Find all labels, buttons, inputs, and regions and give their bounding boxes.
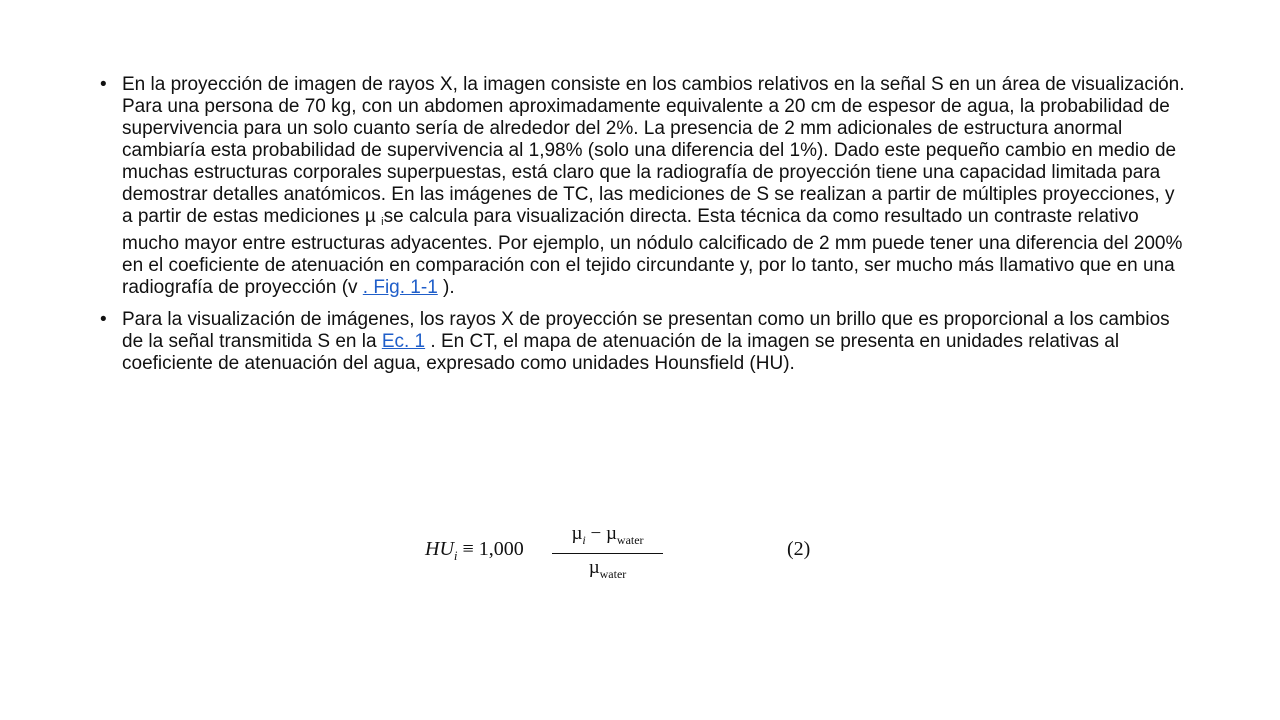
- fraction-numerator: µ$_i$ − µ$_{water}$: [571, 523, 644, 547]
- hounsfield-equation: [425, 522, 825, 581]
- equation-number: (2): [787, 538, 811, 560]
- fraction-denominator: µ$_{water}$: [588, 556, 627, 581]
- bullet-icon: •: [100, 74, 107, 95]
- bullet-text-end: . En CT, el mapa de atenuación de la imagen se presenta en unidades relativas al coeficiente de atenuación del agua, expresado como unidades Hounsfield (HU).: [122, 331, 1120, 374]
- bullet-item-hounsfield: [100, 309, 1185, 375]
- bullet-icon: •: [100, 309, 107, 330]
- equation-lhs: $HU_i \equiv 1,000$: [425, 538, 524, 563]
- bullet-text: En la proyección de imagen de rayos X, la imagen consiste en los cambios relativos en la señal S en un área de visualización. Para una persona de 70 kg, con un abdomen aproximadamente equivalente a 20 cm de espesor de agua, la probabilidad de supervivencia para un solo cuanto sería de alrededor del 2%. La presencia de 2 mm adicionales de estructura anormal cambiaría esta probabilidad de supervivencia al 1,98% (solo una diferencia del 1%). Dado este pequeño cambio en medio de muchas estructuras corporales superpuestas, está claro que la radiografía de proyección tiene una capacidad limitada para demostrar detalles anatómicos. En las imágenes de TC, las mediciones de S se realizan a partir de múltiples proyecciones, y a partir de estas mediciones µ: [122, 74, 1185, 227]
- bullet-text-end: ).: [437, 277, 455, 298]
- equation-link[interactable]: Ec. 1: [381, 331, 426, 352]
- bullet-text-continued: se calcula para visualización directa. Esta técnica da como resultado un contraste relativo mucho mayor entre estructuras adyacentes. Por ejemplo, un nódulo calcificado de 2 mm puede tener una diferencia del 200% en el coeficiente de atenuación en comparación con el tejido circundante y, por lo tanto, ser mucho más llamativo que en una radiografía de proyección (v: [122, 206, 1183, 298]
- bullet-item-ct-projection: [100, 74, 1185, 299]
- equation-fraction: [550, 522, 665, 586]
- figure-link[interactable]: . Fig. 1-1: [362, 277, 438, 298]
- bullet-list: [100, 74, 1185, 385]
- fraction-bar: [552, 553, 663, 554]
- mu-subscript: i: [381, 216, 384, 228]
- bullet-text: Para la visualización de imágenes, los rayos X de proyección se presentan como un brillo que es proporcional a los cambios de la señal transmitida S en la: [122, 309, 1170, 352]
